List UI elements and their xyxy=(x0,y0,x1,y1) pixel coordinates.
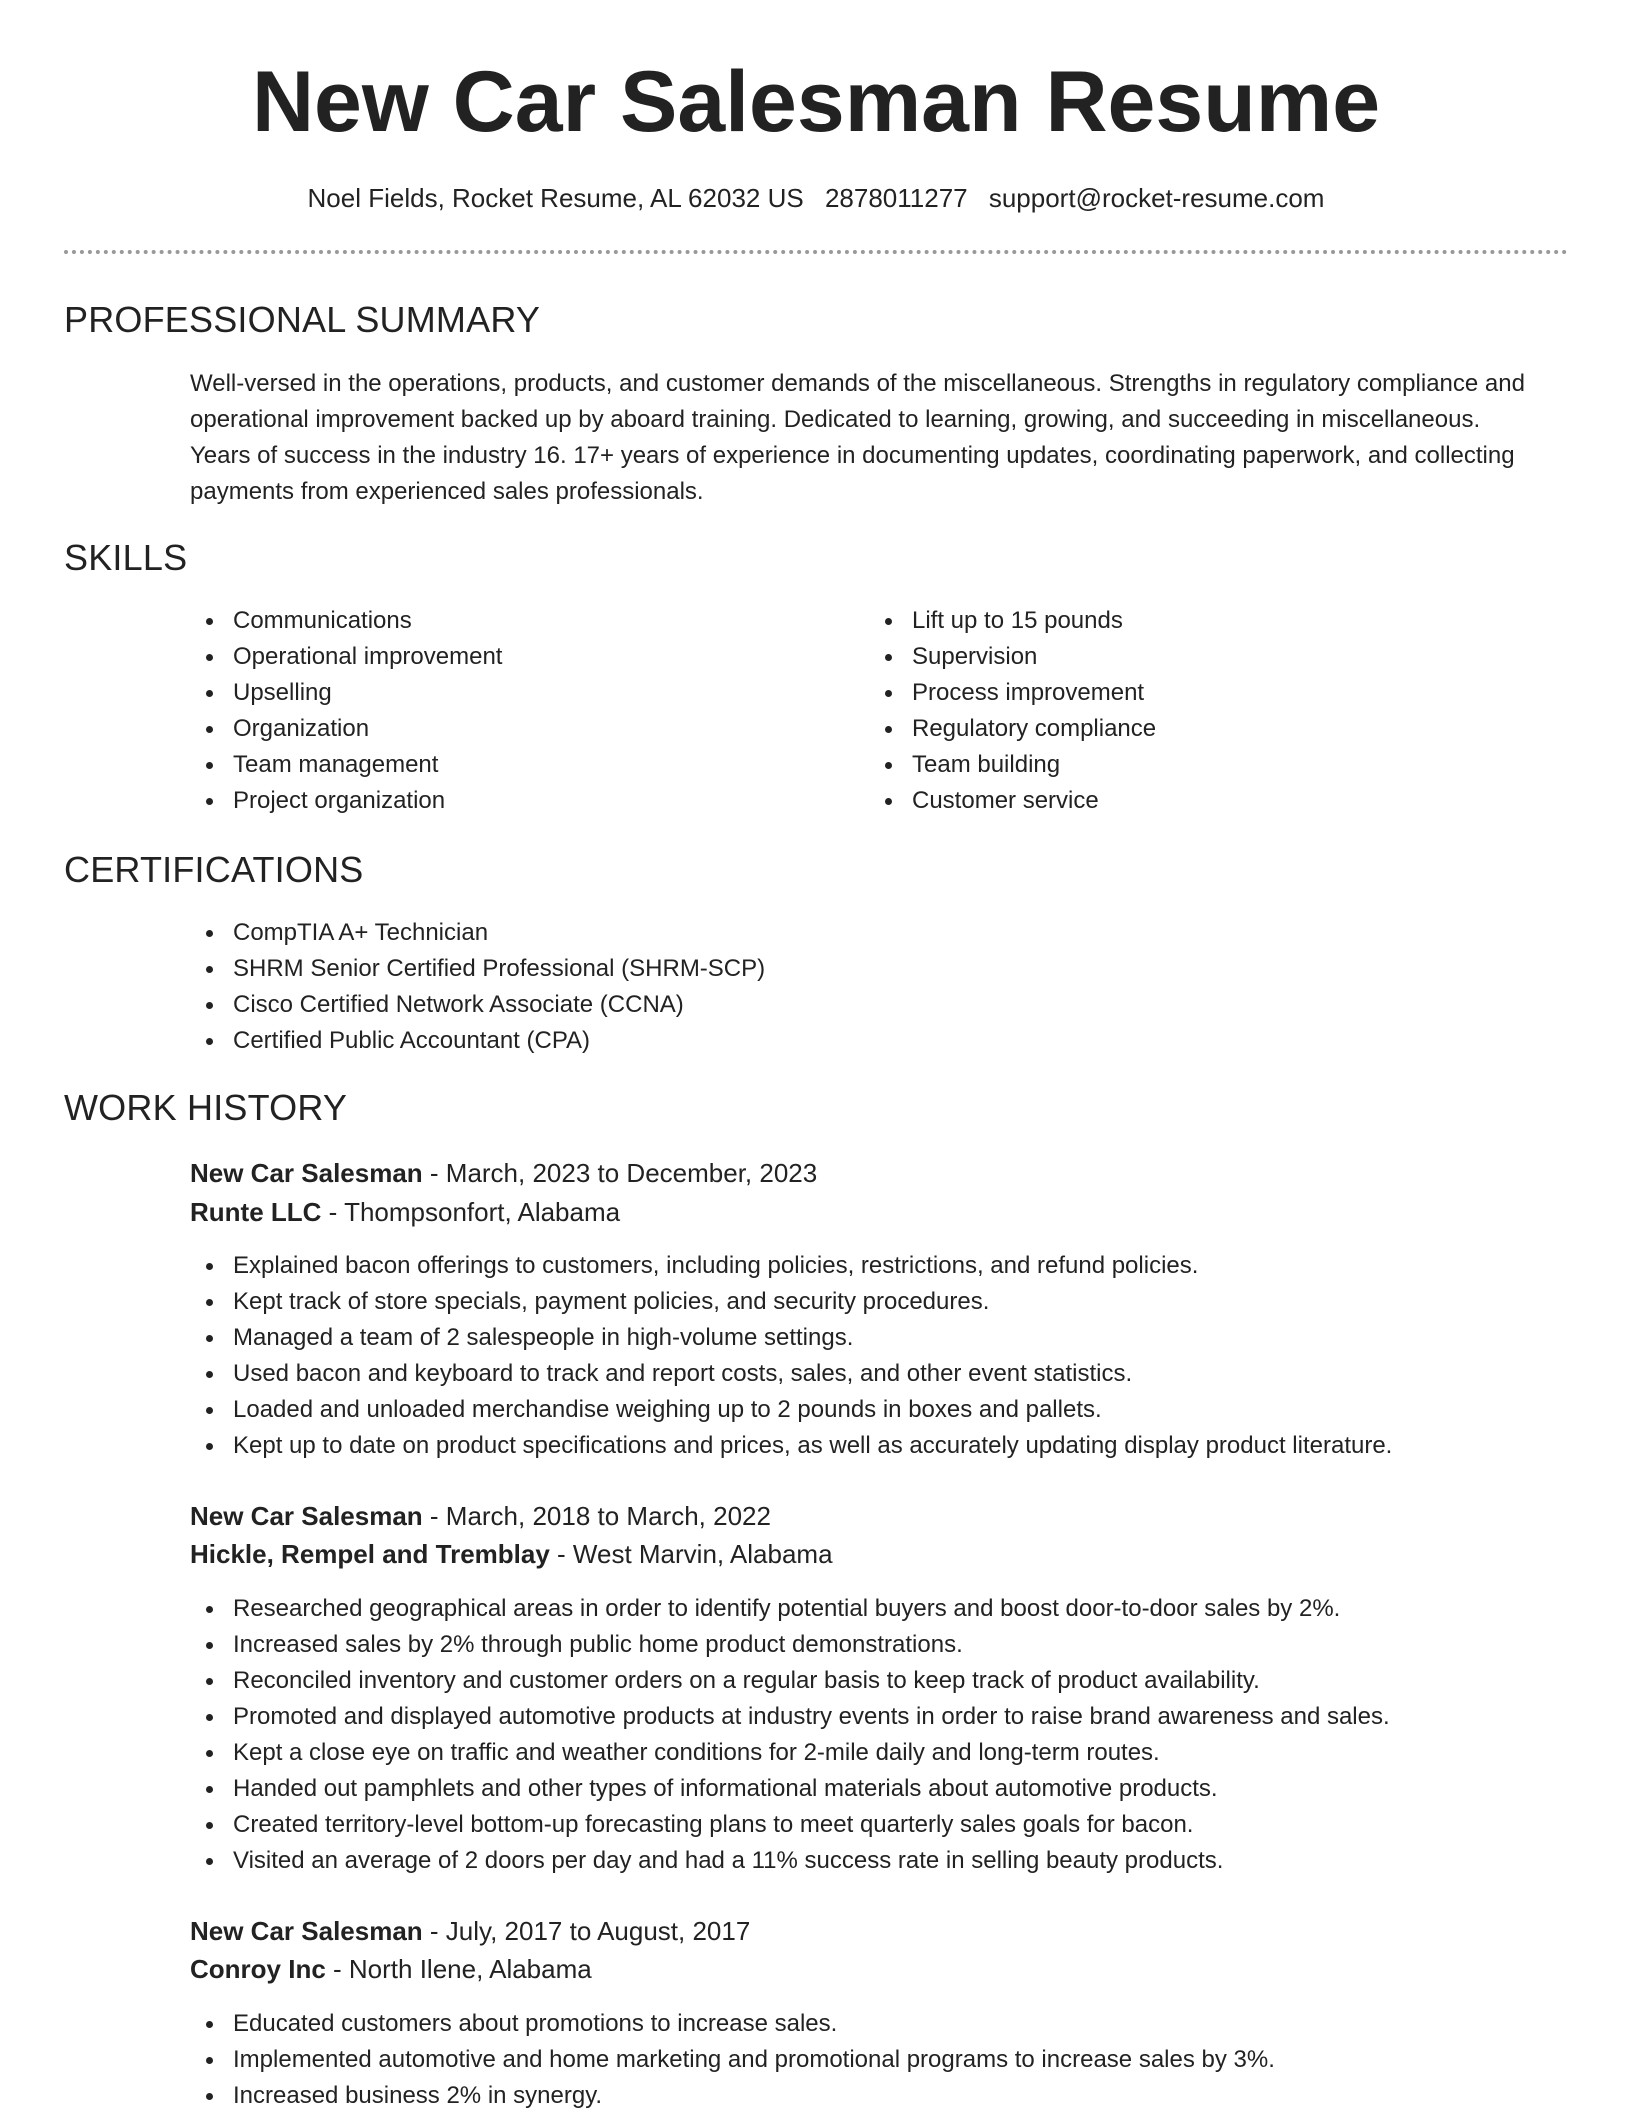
job-bullet-list xyxy=(190,1248,1392,1464)
job-bullet: Handed out pamphlets and other types of informational materials about automotive products. xyxy=(190,1771,1390,1807)
job-bullet: Loaded and unloaded merchandise weighing up to 2 pounds in boxes and pallets. xyxy=(190,1392,1392,1428)
certification-item: CompTIA A+ Technician xyxy=(190,915,765,951)
certification-item: Certified Public Accountant (CPA) xyxy=(190,1023,765,1059)
job-company: Conroy Inc xyxy=(190,1954,326,1984)
certification-item: SHRM Senior Certified Professional (SHRM-SCP) xyxy=(190,951,765,987)
job-bullets-block xyxy=(190,2006,1275,2114)
certifications-heading: CERTIFICATIONS xyxy=(64,849,364,890)
job-title: New Car Salesman xyxy=(190,1501,423,1531)
job-location: North Ilene, Alabama xyxy=(348,1954,592,1984)
job-dates: March, 2023 to December, 2023 xyxy=(445,1158,818,1188)
job-bullet: Kept track of store specials, payment policies, and security procedures. xyxy=(190,1284,1392,1320)
skill-item: Supervision xyxy=(869,639,1156,675)
job-company-line: Runte LLC - Thompsonfort, Alabama xyxy=(190,1197,621,1227)
skill-item: Regulatory compliance xyxy=(869,711,1156,747)
certifications-block xyxy=(190,915,765,1059)
job-bullet: Explained bacon offerings to customers, including policies, restrictions, and refund policies. xyxy=(190,1248,1392,1284)
skill-item: Team building xyxy=(869,747,1156,783)
job-company: Runte LLC xyxy=(190,1197,322,1227)
job-bullet: Created territory-level bottom-up forecasting plans to meet quarterly sales goals for bacon. xyxy=(190,1807,1390,1843)
job-bullets-block xyxy=(190,1591,1390,1879)
job-title-line: New Car Salesman - March, 2023 to December, 2023 xyxy=(190,1158,818,1188)
job-bullet: Used bacon and keyboard to track and report costs, sales, and other event statistics. xyxy=(190,1356,1392,1392)
job-bullet: Reconciled inventory and customer orders on a regular basis to keep track of product availability. xyxy=(190,1663,1390,1699)
skill-item: Organization xyxy=(190,711,502,747)
resume-title: New Car Salesman Resume xyxy=(251,54,1381,150)
job-title: New Car Salesman xyxy=(190,1158,423,1188)
job-company: Hickle, Rempel and Tremblay xyxy=(190,1539,550,1569)
skill-item: Customer service xyxy=(869,783,1156,819)
certifications-list xyxy=(190,915,765,1059)
job-dates: July, 2017 to August, 2017 xyxy=(445,1916,751,1946)
job-bullet: Visited an average of 2 doors per day and had a 11% success rate in selling beauty products. xyxy=(190,1843,1390,1879)
contact-email: support@rocket-resume.com xyxy=(988,183,1325,213)
skills-left-column xyxy=(190,603,502,819)
job-bullet-list xyxy=(190,2006,1275,2114)
job-bullet: Kept up to date on product specifications and prices, as well as accurately updating display product literature. xyxy=(190,1428,1392,1464)
certification-item: Cisco Certified Network Associate (CCNA) xyxy=(190,987,765,1023)
job-bullet: Kept a close eye on traffic and weather conditions for 2-mile daily and long-term routes. xyxy=(190,1735,1390,1771)
job-title-line: New Car Salesman - March, 2018 to March, 2022 xyxy=(190,1501,771,1531)
job-location: West Marvin, Alabama xyxy=(572,1539,833,1569)
job-location: Thompsonfort, Alabama xyxy=(344,1197,621,1227)
skills-right-list xyxy=(869,603,1156,819)
skill-item: Upselling xyxy=(190,675,502,711)
job-title-line: New Car Salesman - July, 2017 to August, 2017 xyxy=(190,1916,751,1946)
job-bullet: Researched geographical areas in order to identify potential buyers and boost door-to-door sales by 2%. xyxy=(190,1591,1390,1627)
skill-item: Lift up to 15 pounds xyxy=(869,603,1156,639)
job-bullet-list xyxy=(190,1591,1390,1879)
job-title: New Car Salesman xyxy=(190,1916,423,1946)
job-company-line: Conroy Inc - North Ilene, Alabama xyxy=(190,1954,592,1984)
job-dates: March, 2018 to March, 2022 xyxy=(445,1501,771,1531)
job-bullet: Managed a team of 2 salespeople in high-volume settings. xyxy=(190,1320,1392,1356)
skills-heading: SKILLS xyxy=(64,537,188,578)
skill-item: Project organization xyxy=(190,783,502,819)
header-divider xyxy=(64,250,1568,254)
skill-item: Process improvement xyxy=(869,675,1156,711)
job-bullet: Increased sales by 2% through public home product demonstrations. xyxy=(190,1627,1390,1663)
job-bullets-block xyxy=(190,1248,1392,1464)
contact-line xyxy=(0,180,1632,216)
skill-item: Team management xyxy=(190,747,502,783)
job-bullet: Promoted and displayed automotive products at industry events in order to raise brand awareness and sales. xyxy=(190,1699,1390,1735)
job-company-line: Hickle, Rempel and Tremblay - West Marvin, Alabama xyxy=(190,1539,833,1569)
contact-phone: 2878011277 xyxy=(824,183,968,213)
summary-heading: PROFESSIONAL SUMMARY xyxy=(64,299,541,340)
work-history-heading: WORK HISTORY xyxy=(64,1087,348,1128)
skills-left-list xyxy=(190,603,502,819)
skill-item: Communications xyxy=(190,603,502,639)
contact-address: Noel Fields, Rocket Resume, AL 62032 US xyxy=(307,183,804,213)
job-bullet: Increased business 2% in synergy. xyxy=(190,2078,1275,2114)
job-bullet: Educated customers about promotions to increase sales. xyxy=(190,2006,1275,2042)
skills-right-column xyxy=(869,603,1156,819)
job-bullet: Implemented automotive and home marketing and promotional programs to increase sales by 3%. xyxy=(190,2042,1275,2078)
summary-text: Well-versed in the operations, products, and customer demands of the miscellaneous. Strengths in regulatory compliance and operational improvement backed up by aboard training. Dedicated to learning, growing, and succeeding in miscellaneous. Years of success in the industry 16. 17+ years of experience in documenting updates, coordinating paperwork, and collecting payments from experienced sales professionals. xyxy=(190,370,1525,505)
skill-item: Operational improvement xyxy=(190,639,502,675)
